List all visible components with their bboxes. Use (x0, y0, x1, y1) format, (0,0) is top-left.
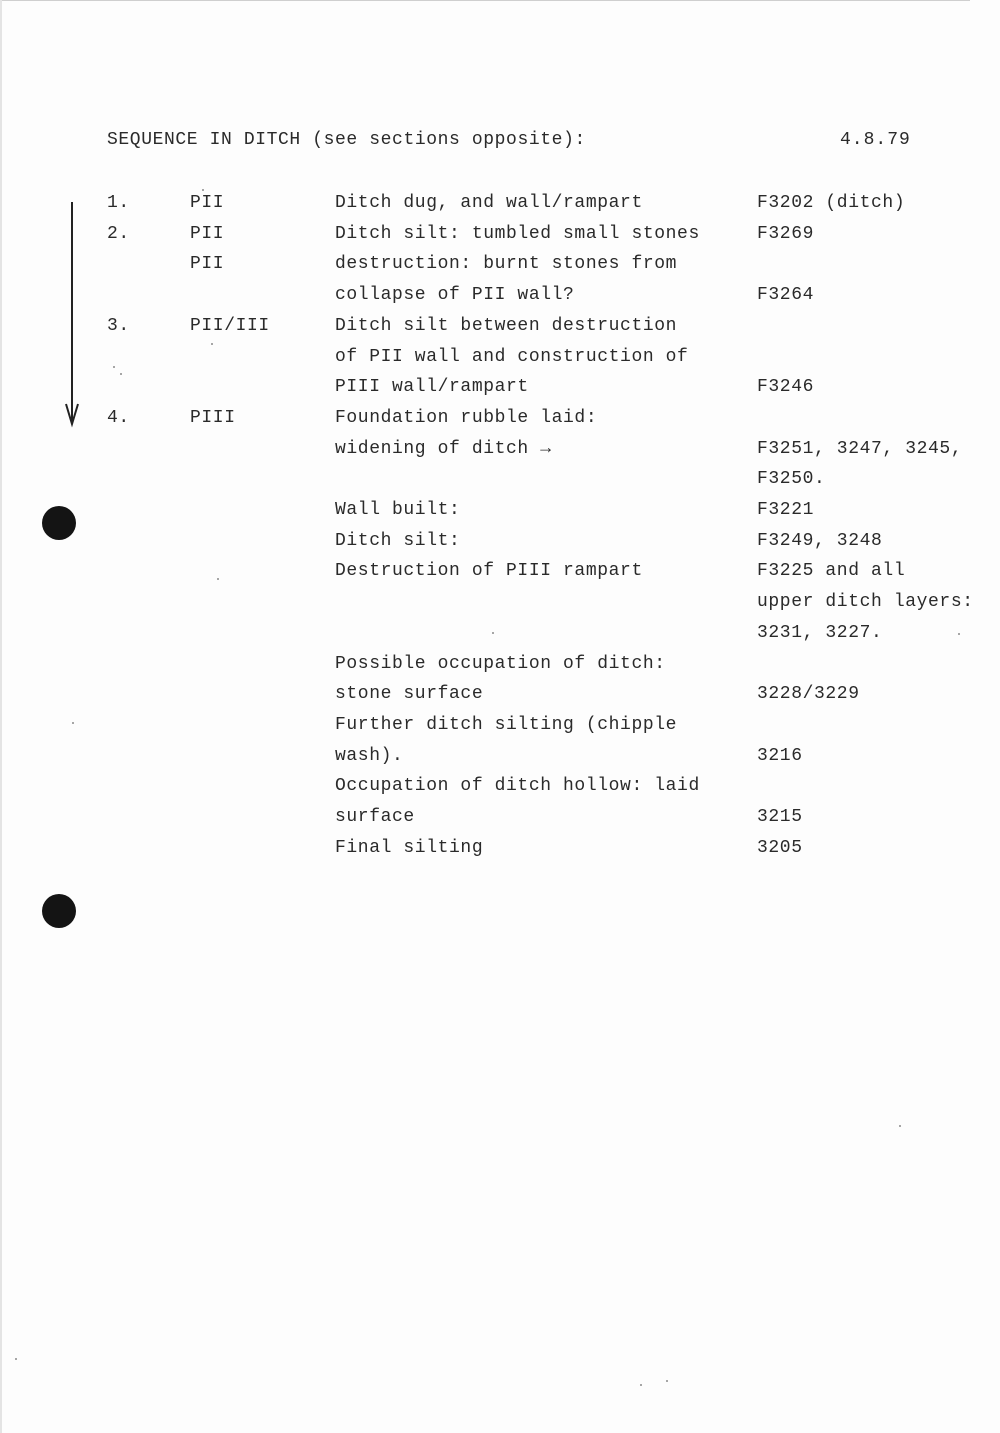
feature-reference: upper ditch layers: (757, 592, 974, 613)
step-number: 2. (107, 223, 130, 244)
description-text: PIII wall/rampart (335, 377, 529, 398)
feature-reference: 3216 (757, 745, 803, 766)
phase-label: PII (190, 193, 225, 213)
description-text: Ditch silt: tumbled small stones (335, 223, 700, 244)
sequence-line (0, 649, 1000, 680)
feature-reference: 3215 (757, 807, 803, 827)
scan-speck (666, 1380, 668, 1382)
feature-reference: F3202 (ditch) (757, 193, 906, 213)
description-text: wash). (335, 745, 404, 766)
page-title: SEQUENCE IN DITCH (see sections opposite): (107, 130, 586, 150)
feature-reference: 3228/3229 (757, 684, 860, 705)
sequence-line (0, 311, 1000, 342)
step-number: 4. (107, 407, 130, 428)
phase-label: PII (190, 223, 225, 244)
sequence-line (0, 833, 1000, 864)
description-text: Ditch silt: (335, 530, 461, 551)
feature-reference: F3250. (757, 469, 826, 490)
sequence-line (0, 771, 1000, 802)
description-text: collapse of PII wall? (335, 285, 575, 306)
step-number: 1. (107, 193, 130, 213)
feature-reference: F3251, 3247, 3245, (757, 438, 963, 459)
step-number: 3. (107, 315, 130, 336)
description-text: Final silting (335, 837, 484, 858)
feature-reference: F3269 (757, 223, 815, 244)
sequence-line (0, 403, 1000, 434)
sequence-line (0, 556, 1000, 587)
description-text: Ditch dug, and wall/rampart (335, 193, 643, 213)
phase-label: PII (190, 254, 225, 275)
description-text: Occupation of ditch hollow: laid (335, 776, 700, 797)
sequence-line (0, 495, 1000, 526)
sequence-line (0, 188, 1000, 219)
sequence-line (0, 741, 1000, 772)
sequence-line (0, 249, 1000, 280)
description-text: of PII wall and construction of (335, 346, 689, 367)
sequence-line (0, 526, 1000, 557)
page-date: 4.8.79 (840, 130, 911, 150)
scan-speck (640, 1384, 642, 1386)
description-text: Foundation rubble laid: (335, 407, 598, 428)
description-text: surface (335, 807, 415, 827)
sequence-line (0, 679, 1000, 710)
feature-reference: F3264 (757, 285, 815, 306)
sequence-line (0, 434, 1000, 465)
sequence-line (0, 464, 1000, 495)
sequence-line (0, 587, 1000, 618)
phase-label: PIII (190, 407, 236, 428)
description-text: destruction: burnt stones from (335, 254, 678, 275)
sequence-line (0, 710, 1000, 741)
description-text: Ditch silt between destruction (335, 315, 678, 336)
sequence-line (0, 342, 1000, 373)
sequence-line (0, 802, 1000, 833)
sequence-line (0, 280, 1000, 311)
top-edge-rule (0, 0, 970, 1)
feature-reference: 3205 (757, 837, 803, 858)
phase-label: PII/III (190, 315, 270, 336)
punch-hole-lower (42, 894, 76, 928)
feature-reference: 3231, 3227. (757, 622, 883, 643)
description-text: stone surface (335, 684, 484, 705)
feature-reference: F3225 and all (757, 561, 906, 582)
feature-reference: F3246 (757, 377, 815, 398)
scan-speck (899, 1125, 901, 1127)
description-text: Wall built: (335, 500, 461, 520)
feature-reference: F3249, 3248 (757, 530, 883, 551)
description-text: Further ditch silting (chipple (335, 714, 678, 735)
description-text: Destruction of PIII rampart (335, 561, 643, 582)
scan-speck (15, 1358, 17, 1360)
description-text: Possible occupation of ditch: (335, 653, 666, 674)
feature-reference: F3221 (757, 500, 815, 520)
sequence-line (0, 219, 1000, 250)
description-text: widening of ditch → (335, 438, 552, 459)
sequence-line (0, 618, 1000, 649)
sequence-line (0, 372, 1000, 403)
